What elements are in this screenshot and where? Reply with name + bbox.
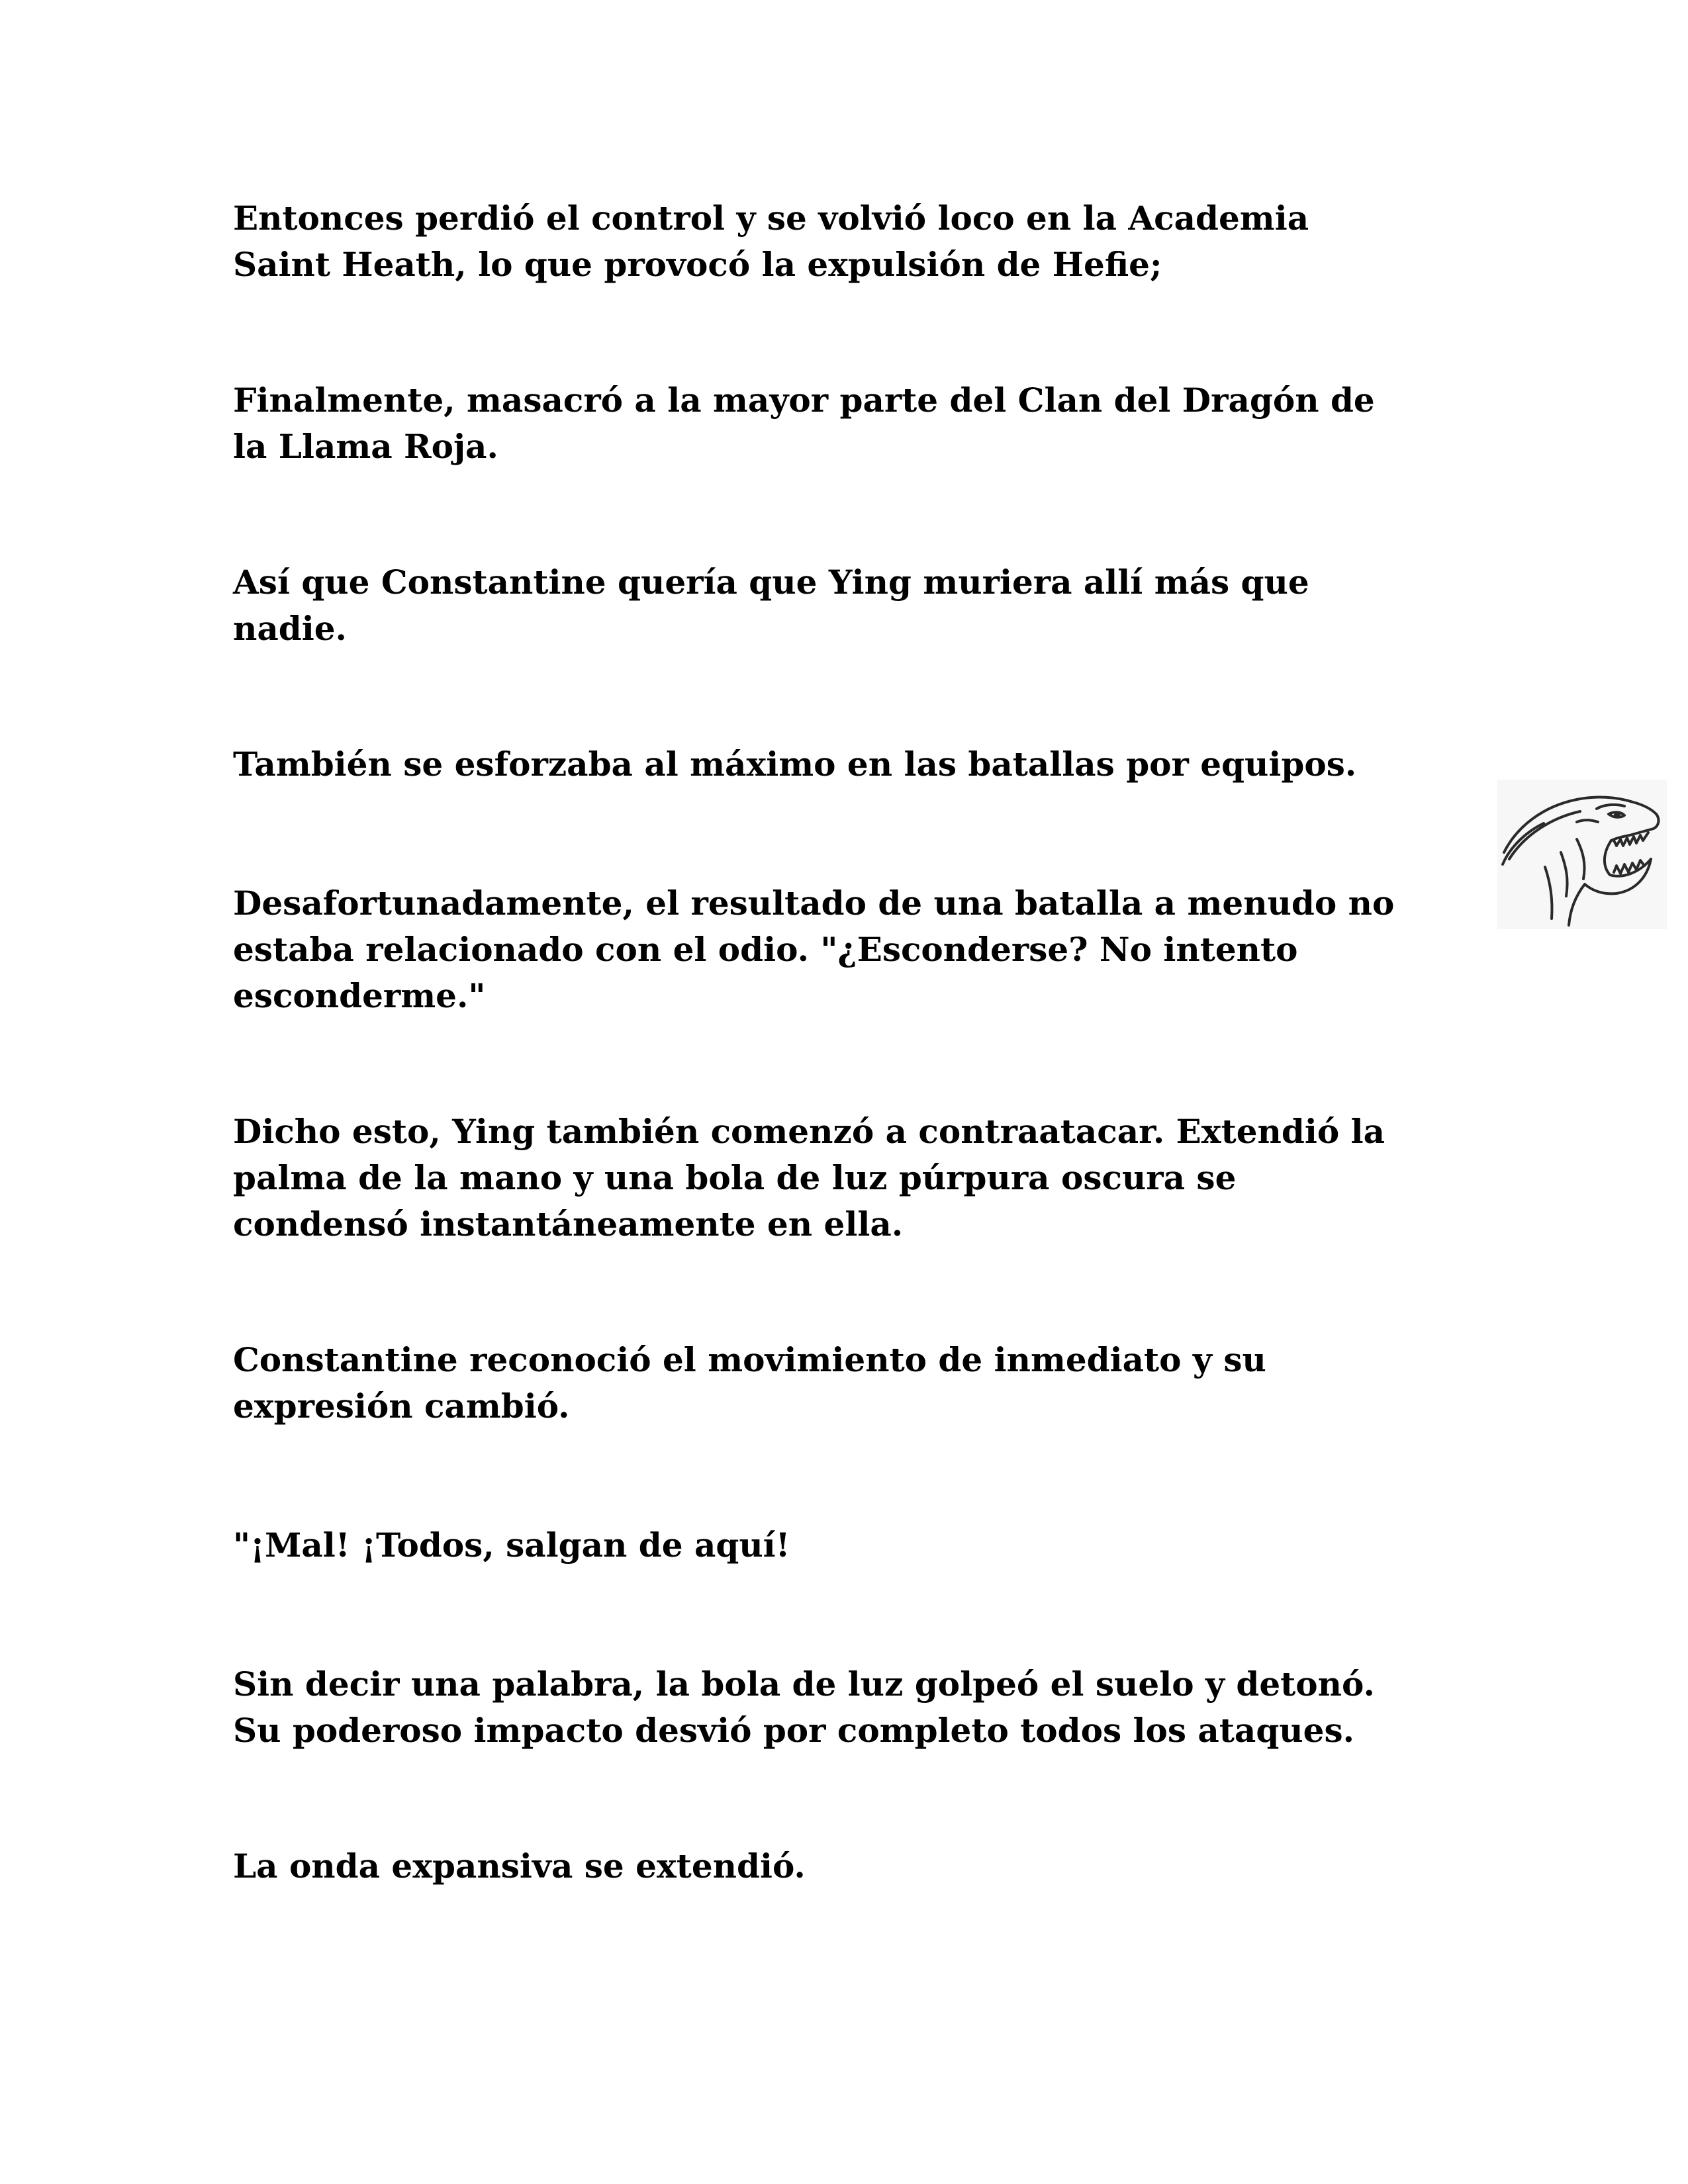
paragraph-line: Dicho esto, Ying también comenzó a contraatacar. Extendió la [233,1112,1385,1151]
dinosaur-head-sketch-icon [1497,780,1667,929]
paragraph-line: la Llama Roja. [233,427,498,466]
paragraph-5 [233,880,1477,1019]
paragraph-line: Entonces perdió el control y se volvió loco en la Academia [233,199,1309,238]
paragraph-line: esconderme." [233,976,486,1015]
paragraph-line: estaba relacionado con el odio. "¿Esconderse? No intento [233,930,1298,969]
paragraph-4 [233,741,1477,788]
paragraph-line: También se esforzaba al máximo en las batallas por equipos. [233,745,1357,784]
paragraph-3 [233,559,1477,652]
paragraph-line: Sin decir una palabra, la bola de luz golpeó el suelo y detonó. [233,1664,1375,1704]
paragraph-10 [233,1843,1477,1889]
paragraph-line: Su poderoso impacto desvió por completo todos los ataques. [233,1711,1354,1750]
paragraph-line: Finalmente, masacró a la mayor parte del Clan del Dragón de [233,381,1375,420]
paragraph-line: palma de la mano y una bola de luz púrpura oscura se [233,1158,1237,1197]
paragraph-6 [233,1109,1477,1248]
paragraph-2 [233,377,1477,470]
paragraph-line: Así que Constantine quería que Ying muriera allí más que [233,563,1309,602]
paragraph-9 [233,1661,1477,1754]
paragraph-line: "¡Mal! ¡Todos, salgan de aquí! [233,1525,790,1565]
paragraph-1 [233,195,1477,288]
paragraph-line: condensó instantáneamente en ella. [233,1205,904,1244]
paragraph-8 [233,1522,1477,1569]
paragraph-line: Saint Heath, lo que provocó la expulsión de Hefie; [233,245,1162,284]
paragraph-line: Constantine reconoció el movimiento de inmediato y su [233,1340,1266,1379]
paragraph-line: La onda expansiva se extendió. [233,1846,806,1886]
paragraph-7 [233,1337,1477,1430]
paragraph-line: nadie. [233,609,347,648]
paragraph-line: Desafortunadamente, el resultado de una batalla a menudo no [233,884,1395,923]
paragraph-line: expresión cambió. [233,1387,570,1426]
